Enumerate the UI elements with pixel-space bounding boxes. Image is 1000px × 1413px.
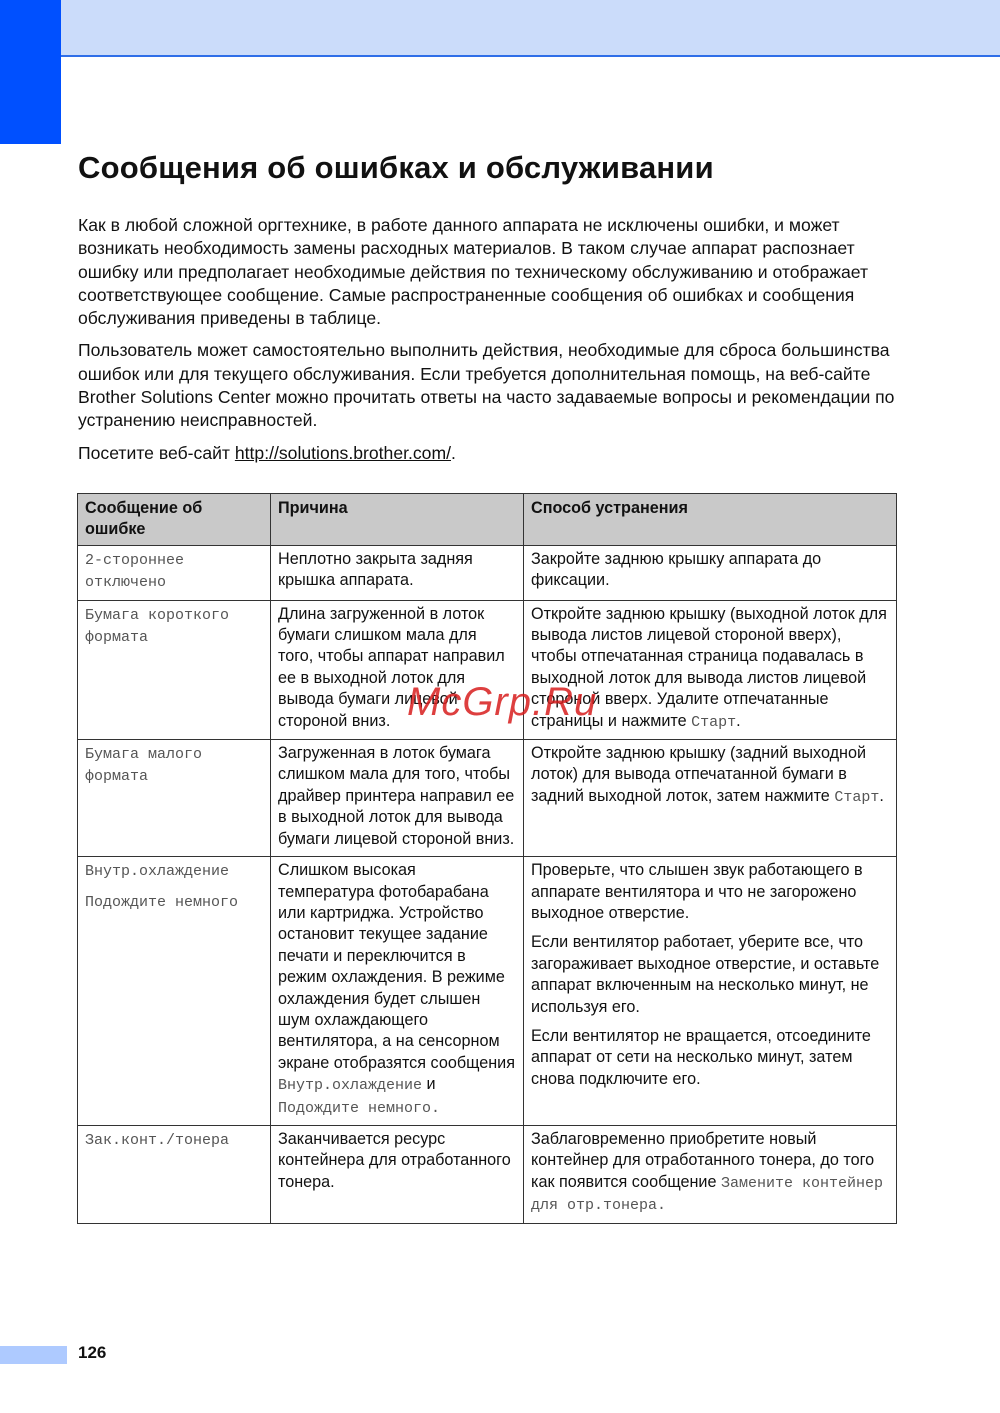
error-message: Бумага короткого формата: [85, 606, 230, 647]
cause-conjunction: и: [422, 1075, 436, 1094]
table-row: [78, 1125, 897, 1223]
screen-message: Замените контейнер для отр.тонера: [531, 1174, 883, 1215]
remedy-cell: [524, 600, 897, 739]
remedy-cell: [524, 857, 897, 1126]
remedy-paragraph-3: Если вентилятор не вращается, отсоедините аппарат от сети на несколько минут, затем снова подключите его.: [531, 1026, 871, 1088]
table-row: [78, 545, 897, 600]
remedy-end: .: [657, 1197, 667, 1215]
page-title: Сообщения об ошибках и обслуживании: [78, 150, 714, 185]
remedy-text: Откройте заднюю крышку (задний выходной лоток) для вывода отпечатанной бумаги в задний выходной лоток, затем нажмите: [531, 744, 867, 805]
table-row: [78, 740, 897, 857]
button-name: Старт: [834, 788, 880, 806]
cause-cell: Неплотно закрыта задняя крышка аппарата.: [271, 545, 524, 600]
remedy-paragraph-1: Проверьте, что слышен звук работающего в аппарате вентилятора и что не загорожено выходное отверстие.: [531, 861, 863, 922]
remedy-end: .: [736, 711, 741, 730]
message-cell: [78, 545, 271, 600]
message-cell: [78, 600, 271, 739]
header-cause: Причина: [271, 494, 524, 546]
message-cell: [78, 1125, 271, 1223]
error-message: 2-стороннее отключено: [85, 551, 185, 592]
error-message: Бумага малого формата: [85, 746, 203, 786]
page-number: 126: [78, 1343, 107, 1362]
visit-prefix: Посетите веб-сайт: [78, 442, 235, 463]
table-row: [78, 857, 897, 1126]
error-messages-table: [77, 493, 897, 1224]
header-band: [61, 0, 1000, 57]
remedy-text: Заблаговременно приобретите новый контейнер для отработанного тонера, до того как появится сообщение: [531, 1129, 875, 1191]
cause-cell: [271, 857, 524, 1126]
screen-message: Внутр.охлаждение: [278, 1077, 423, 1095]
intro-text: [78, 214, 918, 474]
remedy-cell: [524, 1125, 897, 1223]
chapter-tab: [0, 0, 61, 144]
footer-bar: [0, 1346, 67, 1364]
table-row: [78, 600, 897, 739]
cause-text: Слишком высокая температура фотобарабана или картриджа. Устройство остановит текущее задание печати и переключится в режим охлаждения. В режиме охлаждения будет слышен шум охлаждающего вентилятора, а на сенсорном экране отобразятся сообщения: [278, 861, 515, 1072]
cause-end: .: [431, 1099, 441, 1117]
remedy-text: Откройте заднюю крышку (выходной лоток для вывода листов лицевой стороной вверх), чтобы отпечатанная страница подавалась в выходной лоток для вывода листов лицевой стороной вверх. Удалите отпечатанные страницы и нажмите: [531, 604, 887, 730]
remedy-paragraph-2: Если вентилятор работает, уберите все, что загораживает выходное отверстие, и оставьте аппарат включенным на несколько минут, не используя его.: [531, 933, 880, 1016]
remedy-cell: [524, 740, 897, 857]
remedy-end: .: [879, 786, 884, 805]
intro-paragraph-2: Пользователь может самостоятельно выполнить действия, необходимые для сброса большинства ошибок или для текущего обслуживания. Если требуется дополнительная помощь, на веб-сайте Brother Solutions Center можно прочитать ответы на часто задаваемые вопросы и рекомендации по устранению неисправностей.: [78, 340, 895, 431]
cause-cell: Загруженная в лоток бумага слишком мала для того, чтобы драйвер принтера направил ее в выходной лоток для вывода бумаги лицевой стороной вниз.: [271, 740, 524, 857]
cause-cell: Заканчивается ресурс контейнера для отработанного тонера.: [271, 1125, 524, 1223]
solutions-link[interactable]: http://solutions.brother.com/: [234, 442, 451, 463]
intro-paragraph-1: Как в любой сложной оргтехнике, в работе данного аппарата не исключены ошибки, и может возникать необходимость замены расходных материалов. В таком случае аппарат распознает ошибку или предполагает необходимые действия по техническому обслуживанию и отображает соответствующее сообщение. Самые распространенные сообщения об ошибках и сообщения обслуживания приведены в таблице.: [78, 215, 869, 329]
watermark: McGrp.Ru: [407, 680, 598, 724]
screen-message: Подождите немного: [278, 1099, 432, 1117]
cause-cell: Длина загруженной в лоток бумаги слишком мала для того, чтобы аппарат направил ее в выходной лоток для вывода бумаги лицевой стороной вниз.: [271, 600, 524, 739]
error-message: Зак.конт./тонера: [85, 1131, 230, 1149]
remedy-cell: Закройте заднюю крышку аппарата до фиксации.: [524, 545, 897, 600]
intro-visit: [78, 442, 918, 465]
error-message-secondary: Подождите немного: [85, 893, 239, 911]
table-header-row: [78, 494, 897, 546]
visit-suffix: .: [451, 442, 456, 463]
button-name: Старт: [691, 713, 737, 731]
header-message: Сообщение об ошибке: [78, 494, 271, 546]
message-cell: [78, 740, 271, 857]
message-cell: [78, 857, 271, 1126]
error-message: Внутр.охлаждение: [85, 863, 230, 881]
header-remedy: Способ устранения: [524, 494, 897, 546]
